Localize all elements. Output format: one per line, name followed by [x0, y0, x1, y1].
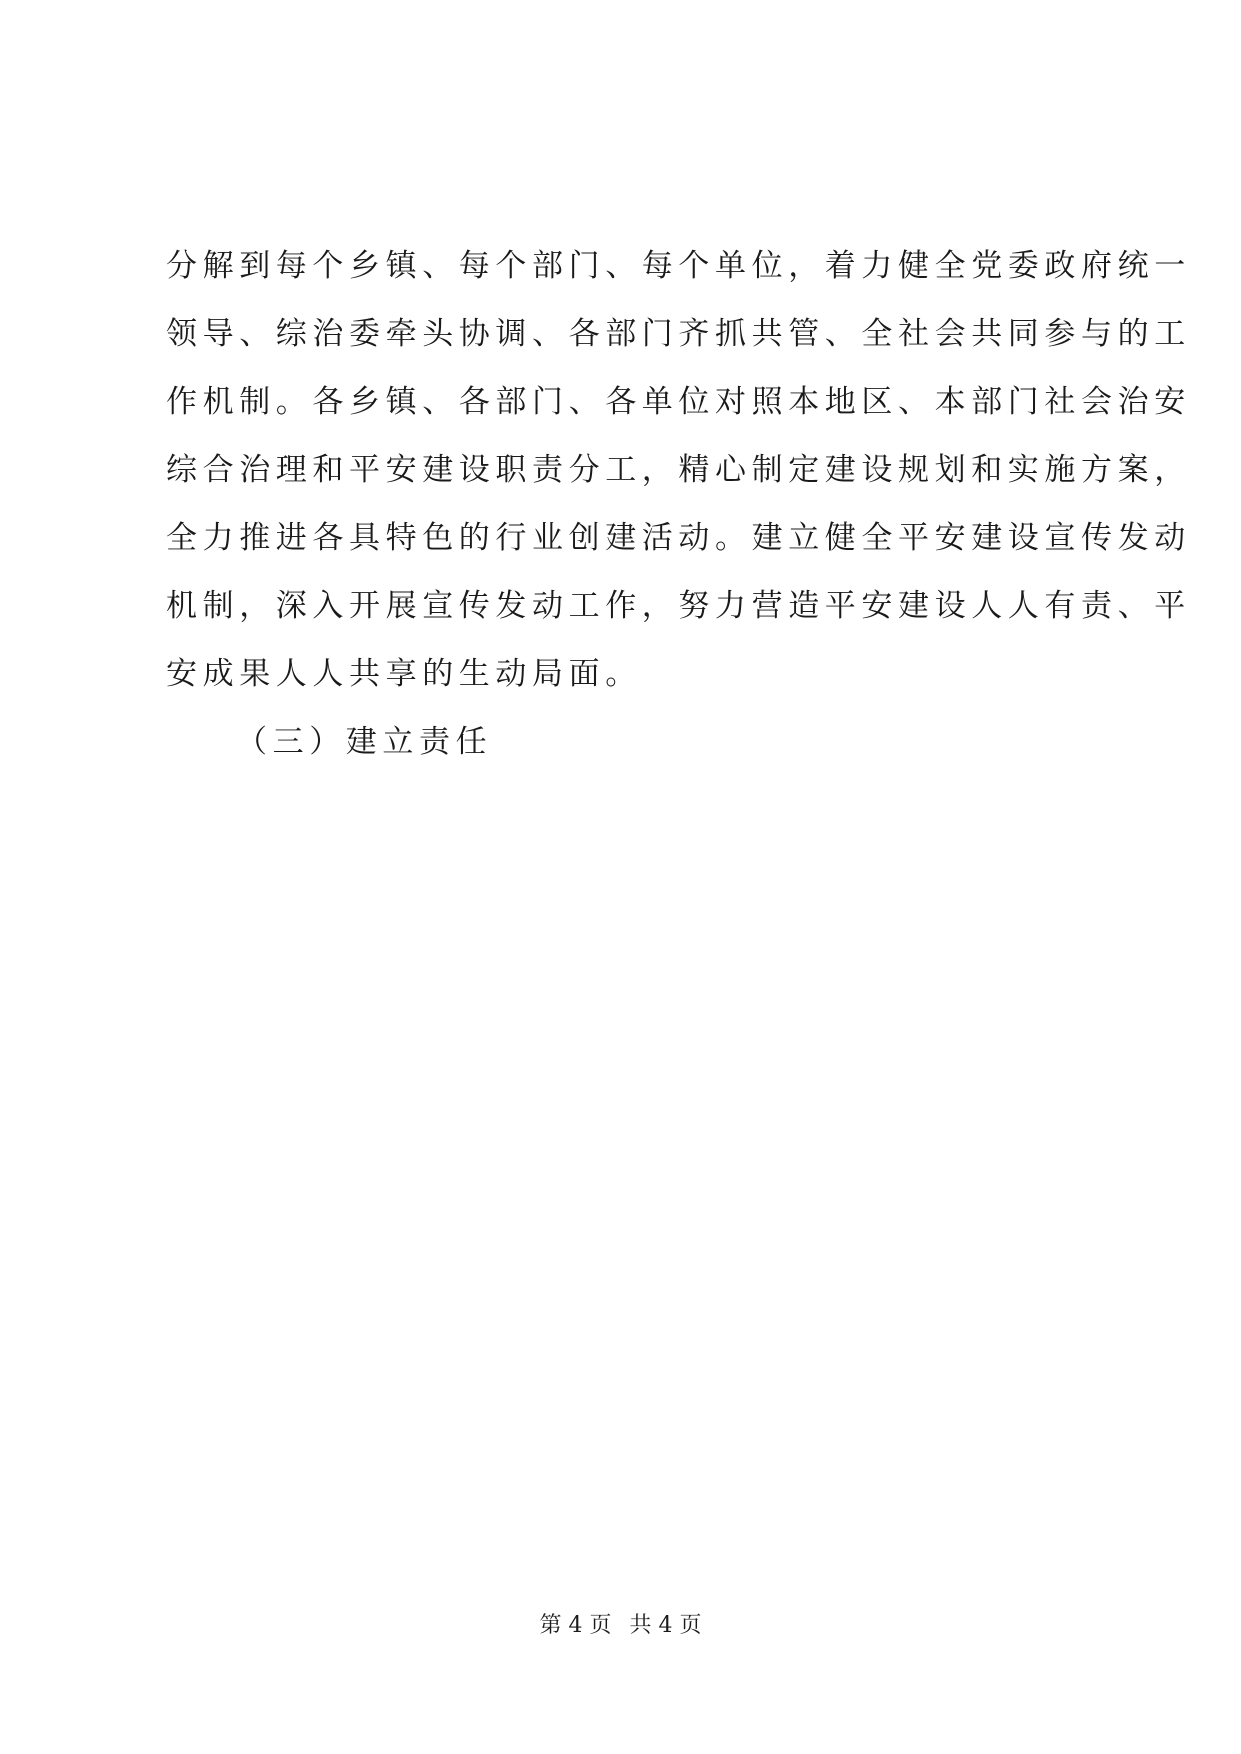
- paragraph-line: 作机制。各乡镇、各部门、各单位对照本地区、本部门社会治安: [166, 384, 1191, 420]
- section-heading: （三）建立责任: [236, 724, 493, 760]
- paragraph-line: 全力推进各具特色的行业创建活动。建立健全平安建设宣传发动: [166, 520, 1191, 556]
- page-number-total: 共 4 页: [629, 1613, 702, 1638]
- paragraph-line: 安成果人人共享的生动局面。: [166, 656, 642, 692]
- body-text: [166, 232, 1191, 776]
- paragraph-line: 机制，深入开展宣传发动工作，努力营造平安建设人人有责、平: [166, 588, 1191, 624]
- paragraph-line: 领导、综治委牵头协调、各部门齐抓共管、全社会共同参与的工: [166, 316, 1191, 352]
- paragraph-line: 综合治理和平安建设职责分工，精心制定建设规划和实施方案，: [166, 452, 1191, 488]
- page-footer: [0, 1612, 1241, 1640]
- paragraph-line: 分解到每个乡镇、每个部门、每个单位，着力健全党委政府统一: [166, 248, 1191, 284]
- page-number-current: 第 4 页: [539, 1613, 612, 1638]
